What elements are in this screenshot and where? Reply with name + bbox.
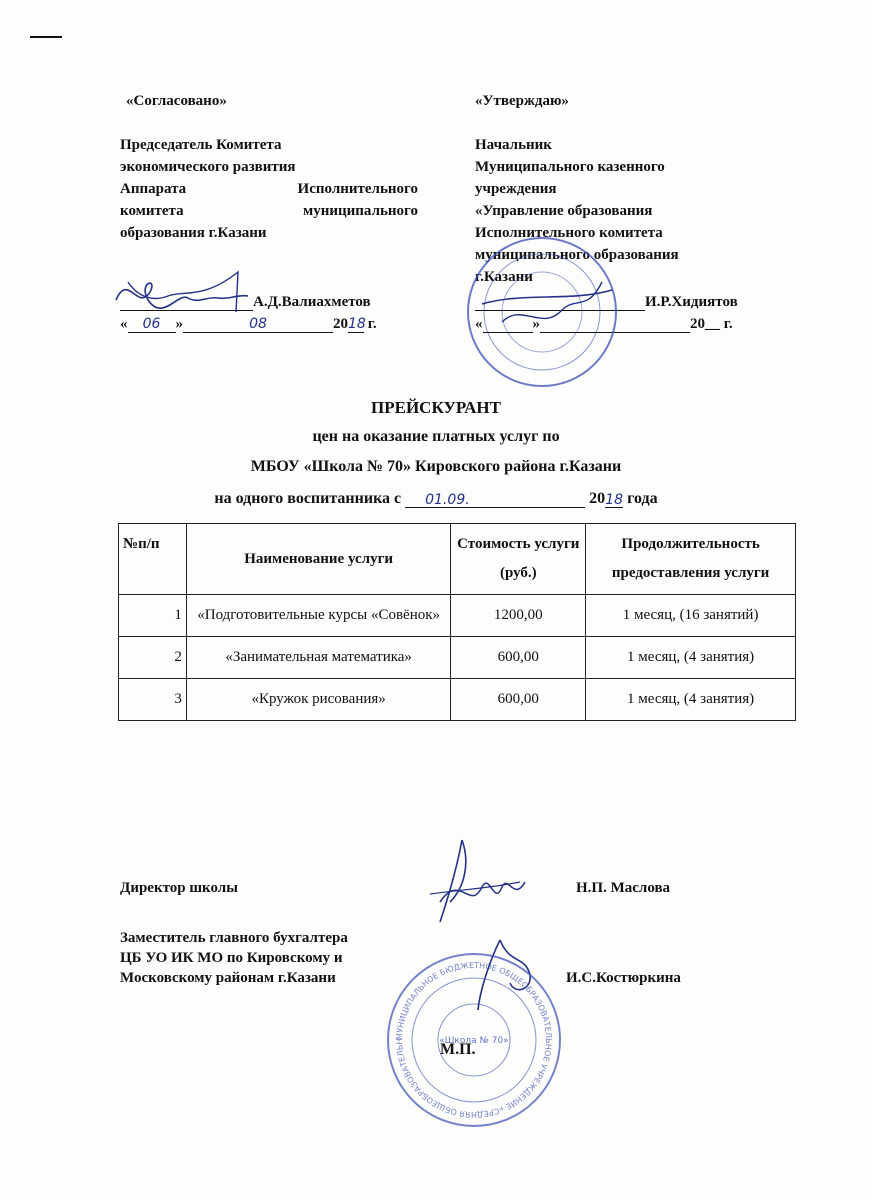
row-service-name: «Занимательная математика»: [186, 637, 451, 679]
year-handwritten: 18: [348, 316, 366, 332]
row-service-name: «Подготовительные курсы «Совёнок»: [186, 595, 451, 637]
title-line-3: МБОУ «Школа № 70» Кировского района г.Казани: [250, 458, 622, 475]
title-year-suffix: года: [623, 490, 658, 507]
row-price: 600,00: [451, 679, 586, 721]
table-row: [119, 637, 796, 679]
row-duration: 1 месяц, (16 занятий): [586, 595, 796, 637]
title-line-4: [0, 490, 872, 508]
row-number: 3: [119, 679, 187, 721]
approval-right-line: Исполнительного комитета: [475, 225, 663, 241]
top-rule: [30, 36, 62, 38]
title-line-2: цен на оказание платных услуг по: [312, 428, 560, 445]
director-signature: [410, 832, 530, 932]
deputy-name: И.С.Костюркина: [566, 970, 681, 986]
seal-place: М.П.: [440, 1041, 476, 1058]
row-price: 600,00: [451, 637, 586, 679]
quote-close: »: [532, 316, 540, 332]
quote-open: «: [475, 316, 483, 332]
approval-right-line: Начальник: [475, 137, 552, 153]
year-suffix: г.: [364, 316, 377, 332]
header-service-name: Наименование услуги: [186, 524, 451, 595]
approval-left-block: [120, 90, 418, 244]
row-service-name: «Кружок рисования»: [186, 679, 451, 721]
approval-right-line: муниципального образования: [475, 247, 679, 263]
page-title: ПРЕЙСКУРАНТ: [371, 398, 501, 417]
row-duration: 1 месяц, (4 занятия): [586, 679, 796, 721]
approval-right-line: Муниципального казенного: [475, 159, 665, 175]
quote-close: »: [175, 316, 183, 332]
table-header-row: [119, 524, 796, 595]
year-field: [348, 316, 364, 333]
table-row: [119, 595, 796, 637]
school-seal-ring-text: МУНИЦИПАЛЬНОЕ БЮДЖЕТНОЕ ОБЩЕОБРАЗОВАТЕЛЬНОЕ УЧРЕЖДЕНИЕ «СРЕДНЯЯ ОБЩЕОБРАЗОВАТЕЛЬНАЯ ШКОЛА № 70»: [379, 943, 554, 1120]
start-date-handwritten: 01.09.: [425, 492, 470, 508]
approval-right-heading: «Утверждаю»: [475, 93, 569, 109]
approval-left-line: образования г.Казани: [120, 225, 267, 241]
quote-open: «: [120, 316, 128, 332]
row-price: 1200,00: [451, 595, 586, 637]
approval-left-signatory: А.Д.Валиахметов: [253, 294, 371, 310]
director-name: Н.П. Маслова: [576, 880, 671, 896]
row-number: 2: [119, 637, 187, 679]
approval-right-line: «Управление образования: [475, 203, 653, 219]
deputy-line: Московскому районам г.Казани: [120, 970, 336, 986]
deputy-line: ЦБ УО ИК МО по Кировскому и: [120, 950, 343, 966]
date-day-handwritten: 06: [142, 316, 161, 332]
deputy-line: Заместитель главного бухгалтера: [120, 930, 348, 946]
date-month-handwritten: 08: [249, 316, 267, 332]
approval-left-line: Аппарата Исполнительного: [120, 181, 418, 197]
row-number: 1: [119, 595, 187, 637]
start-date-field: [405, 491, 585, 508]
approval-right-signatory: И.Р.Хидиятов: [645, 294, 738, 310]
title-year-field: [605, 491, 623, 508]
school-seal-center-text: «Школа № 70»: [439, 1036, 509, 1046]
row-duration: 1 месяц, (4 занятия): [586, 637, 796, 679]
header-price: Стоимость услуги (руб.): [451, 524, 586, 595]
table-row: [119, 679, 796, 721]
title-year-handwritten: 18: [605, 492, 624, 508]
header-number: №п/п: [119, 524, 187, 595]
approval-left-line: Председатель Комитета: [120, 137, 282, 153]
year-text: 20__ г.: [690, 316, 733, 332]
approval-left-heading: «Согласовано»: [126, 93, 227, 109]
approval-left-line: комитета муниципального: [120, 203, 418, 219]
approval-right-line: г.Казани: [475, 269, 533, 285]
right-approval-stamp: [462, 232, 622, 392]
left-approval-signature: [108, 252, 258, 322]
title-line-4-prefix: на одного воспитанника с: [214, 490, 402, 507]
deputy-block: [120, 928, 348, 988]
approval-left-line: экономического развития: [120, 159, 296, 175]
year-prefix: 20: [333, 316, 348, 332]
header-duration: Продолжительность предоставления услуги: [586, 524, 796, 595]
price-table: [118, 523, 796, 721]
title-year-prefix: 20: [589, 490, 606, 507]
director-title: Директор школы: [120, 880, 238, 896]
approval-right-line: учреждения: [475, 181, 557, 197]
